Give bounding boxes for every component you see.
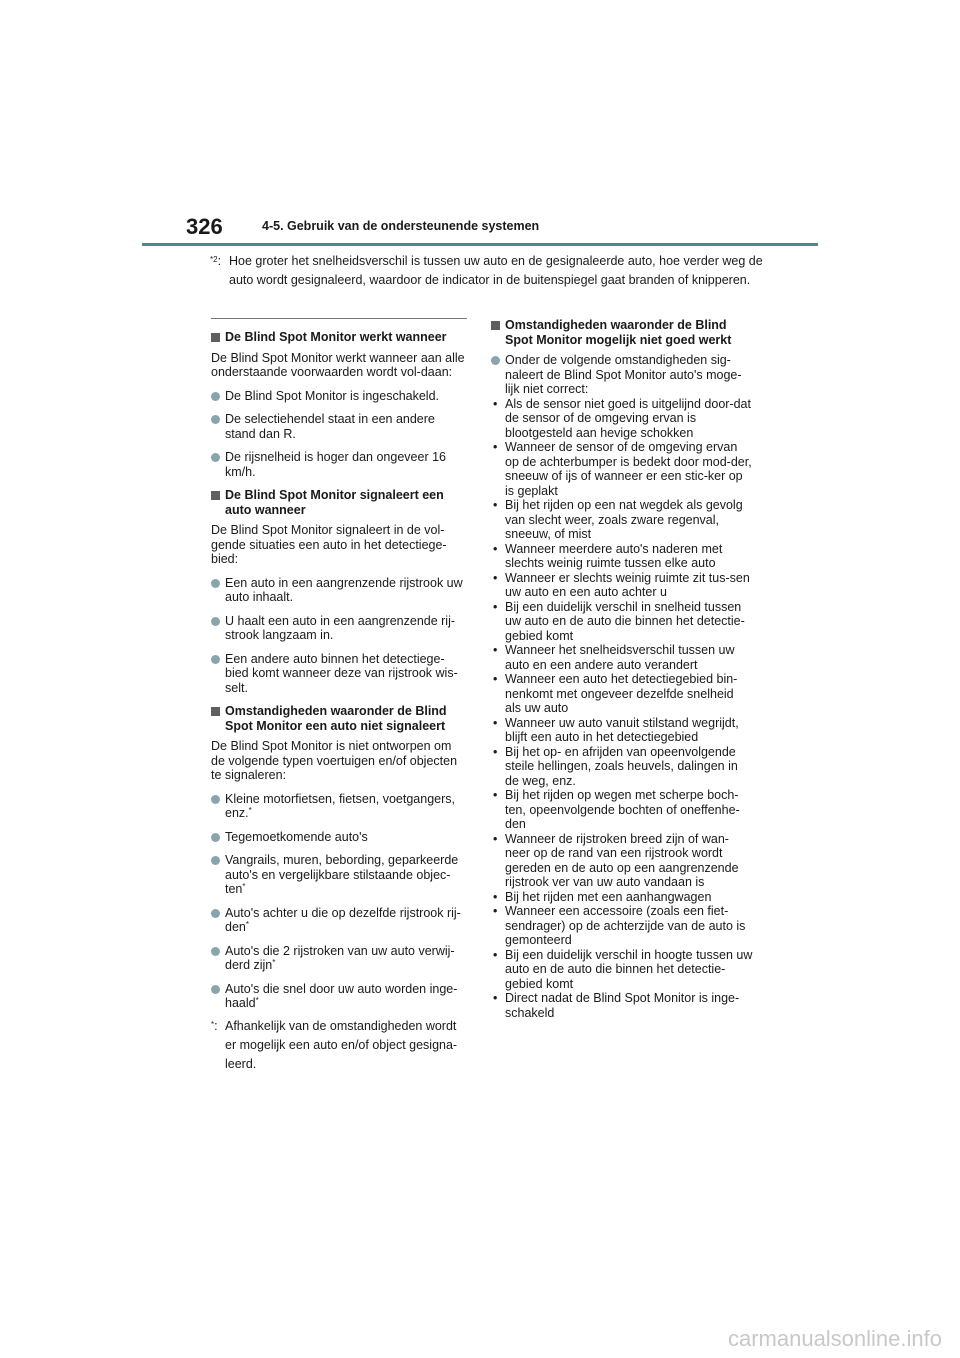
- list-item: Auto's die 2 rijstroken van uw auto verwij-derd zijn*: [211, 944, 467, 973]
- bullet-dot-icon: [211, 392, 220, 401]
- right-column: [491, 318, 753, 1020]
- sub-list-item: • Bij het op- en afrijden van opeenvolgende steile hellingen, zoals heuvels, dalingen in de weg, enz.: [493, 744, 738, 788]
- paragraph: De Blind Spot Monitor signaleert in de vol-gende situaties een auto in het detectiege-bied:: [211, 523, 447, 566]
- list-item: U haalt een auto in een aangrenzende rij-strook langzaam in.: [211, 614, 467, 643]
- bullet-dot-icon: [211, 617, 220, 626]
- list-item: Kleine motorfietsen, fietsen, voetgangers, enz.*: [211, 792, 467, 821]
- section-heading: Omstandigheden waaronder de Blind Spot Monitor mogelijk niet goed werkt: [491, 318, 753, 347]
- bullet-dot-icon: [211, 909, 220, 918]
- list-item: Tegemoetkomende auto's: [211, 830, 467, 845]
- sub-list-item: • Wanneer er slechts weinig ruimte zit tus-sen uw auto en een auto achter u: [493, 570, 750, 599]
- section-heading: De Blind Spot Monitor werkt wanneer: [211, 330, 467, 345]
- sub-list-item: • Direct nadat de Blind Spot Monitor is inge-schakeld: [493, 991, 740, 1020]
- section-heading: De Blind Spot Monitor signaleert een auto wanneer: [211, 488, 467, 517]
- footnote-star: *: [248, 806, 252, 815]
- page-number: 326: [186, 214, 223, 239]
- section-square-icon: [211, 707, 220, 716]
- list-item: De selectiehendel staat in een andere stand dan R.: [211, 412, 467, 441]
- sub-list-item: • Wanneer uw auto vanuit stilstand wegrijdt, blijft een auto in het detectiegebied: [493, 715, 739, 744]
- footnote-star: *: [272, 958, 276, 967]
- list-item: De rijsnelheid is hoger dan ongeveer 16 km/h.: [211, 450, 467, 479]
- bullet-dot-icon: [211, 579, 220, 588]
- list-item: Vangrails, muren, bebording, geparkeerde auto's en vergelijkbare stilstaande objec-ten*: [211, 853, 467, 897]
- sub-list-item: • Wanneer de sensor of de omgeving ervan op de achterbumper is bedekt door mod-der, sneeuw of ijs of wanneer er een stic-ker op is geplakt: [493, 440, 752, 498]
- list-item: Een andere auto binnen het detectiege-bied komt wanneer deze van rijstrook wis-selt.: [211, 652, 467, 696]
- sub-list-item: • Bij het rijden met een aanhangwagen: [493, 889, 712, 904]
- sub-list-item: • Bij het rijden op wegen met scherpe boch-ten, opeenvolgende bochten of oneffenhe-den: [493, 788, 740, 831]
- paragraph: De Blind Spot Monitor is niet ontworpen om de volgende typen voertuigen en/of objecten te signaleren:: [211, 739, 458, 782]
- sub-list-item: • Wanneer een accessoire (zoals een fiet-sendrager) op de achterzijde van de auto is gemonteerd: [493, 904, 746, 947]
- section-square-icon: [211, 491, 220, 500]
- footnote-top: $^{*2}$: Hoe groter het snelheidsverschil is tussen uw auto en de gesignaleerde auto, hoe verder weg de auto wordt gesignaleerd, waardoor de indicator in de buitenspiegel gaat branden of knipperen.: [210, 252, 770, 290]
- sub-list-item: • Bij het rijden op een nat wegdek als gevolg van slecht weer, zoals zware regenval, sneeuw, of mist: [493, 498, 743, 541]
- bullet-dot-icon: [211, 415, 220, 424]
- list-item: Een auto in een aangrenzende rijstrook uw auto inhaalt.: [211, 576, 467, 605]
- bullet-dot-icon: [491, 356, 500, 365]
- list-item: Onder de volgende omstandigheden sig-naleert de Blind Spot Monitor auto's moge-lijk niet correct:: [491, 353, 753, 397]
- footnote-star: *: [245, 920, 249, 929]
- sub-list-item: • Wanneer een auto het detectiegebied bin-nenkomt met ongeveer dezelfde snelheid als uw auto: [493, 672, 738, 715]
- footnote-marker: *2: [210, 255, 218, 264]
- sub-list-item: • Bij een duidelijk verschil in hoogte tussen uw auto en de auto die binnen het detectie-gebied komt: [493, 947, 753, 991]
- sub-list-item: • Wanneer de rijstroken breed zijn of wan-neer op de rand van een rijstrook wordt gereden en de auto op een aangrenzende rijstrook ver van uw auto vandaan is: [493, 831, 739, 889]
- bullet-dot-icon: [211, 985, 220, 994]
- bullet-dot-icon: [211, 947, 220, 956]
- footnote-text: Hoe groter het snelheidsverschil is tussen uw auto en de gesignaleerde auto, hoe verder weg de auto wordt gesignaleerd, waardoor de indicator in de buitenspiegel gaat branden of knipperen.: [229, 254, 763, 287]
- sub-list-item: • Wanneer het snelheidsverschil tussen uw auto en een andere auto verandert: [493, 643, 735, 672]
- chapter-title: 4-5. Gebruik van de ondersteunende systemen: [262, 219, 540, 233]
- footnote-marker: *: [211, 1019, 215, 1029]
- section-rule: [211, 318, 467, 319]
- sub-list-item: • Bij een duidelijk verschil in snelheid tussen uw auto en de auto die binnen het detectie-gebied komt: [493, 599, 745, 643]
- section-square-icon: [491, 321, 500, 330]
- list-item: De Blind Spot Monitor is ingeschakeld.: [211, 389, 467, 404]
- bullet-dot-icon: [211, 655, 220, 664]
- left-column: [211, 318, 467, 1074]
- bullet-dot-icon: [211, 856, 220, 865]
- bullet-dot-icon: [211, 453, 220, 462]
- header-rule: [142, 243, 818, 246]
- footnote-star: *: [255, 996, 259, 1005]
- list-item: Auto's die snel door uw auto worden inge-haald*: [211, 982, 467, 1011]
- sub-list-item: • Wanneer meerdere auto's naderen met slechts weinig ruimte tussen elke auto: [493, 541, 723, 570]
- watermark: carmanualsonline.info: [727, 1326, 942, 1351]
- sub-list-item: • Als de sensor niet goed is uitgelijnd door-dat de sensor of de omgeving ervan is blootgesteld aan hevige schokken: [493, 396, 751, 440]
- footnote: *: Afhankelijk van de omstandigheden wordt er mogelijk een auto en/of object gesigna-leerd.: [211, 1018, 458, 1071]
- bullet-dot-icon: [211, 833, 220, 842]
- bullet-dot-icon: [211, 795, 220, 804]
- section-heading: Omstandigheden waaronder de Blind Spot Monitor een auto niet signaleert: [211, 704, 467, 733]
- section-square-icon: [211, 333, 220, 342]
- footnote-star: *: [242, 882, 246, 891]
- list-item: Auto's achter u die op dezelfde rijstrook rij-den*: [211, 906, 467, 935]
- paragraph: De Blind Spot Monitor werkt wanneer aan alle onderstaande voorwaarden wordt vol-daan:: [211, 350, 465, 379]
